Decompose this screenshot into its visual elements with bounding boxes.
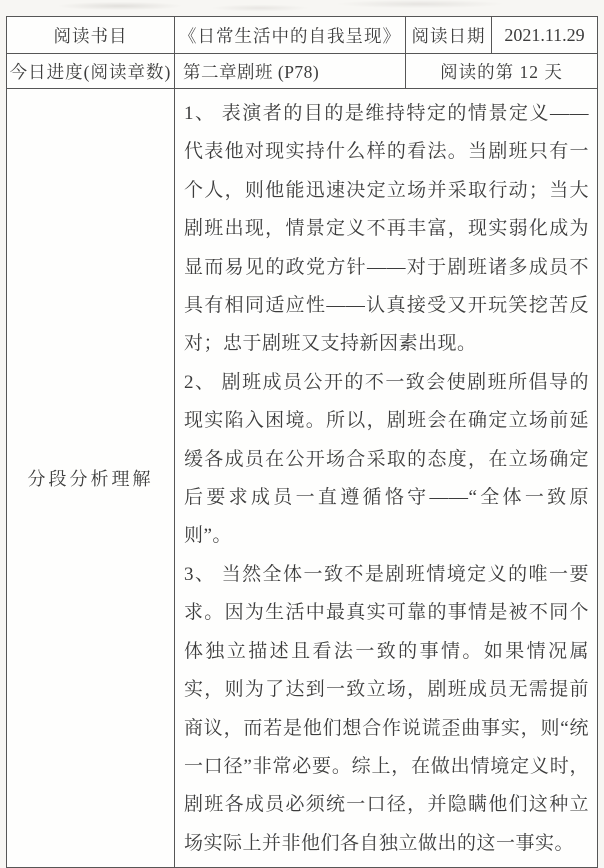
scan-smudge-artifacts — [0, 0, 604, 16]
table-row — [7, 89, 598, 868]
progress-value-cell: 第二章剧班 (P78) — [175, 54, 406, 89]
analysis-content-cell — [175, 89, 598, 868]
analysis-paragraph-3: 3、 当然全体一致不是剧班情境定义的唯一要求。因为生活中最真实可靠的事情是被不同个体独立描述且看法一致的事情。如果情况属实，则为了达到一致立场，剧班成员无需提前商议，而若是他们想合作说谎歪曲事实，则“统一口径”非常必要。综上，在做出情境定义时，剧班各成员必须统一口径，并隐瞒他们这种立场实际上并非他们各自独立做出的这一事实。 — [184, 563, 589, 854]
analysis-label-cell: 分段分析理解 — [7, 89, 175, 868]
day-count-cell: 阅读的第 12 天 — [406, 54, 598, 89]
table-row — [7, 54, 598, 89]
date-label-cell: 阅读日期 — [406, 17, 492, 54]
date-value-cell: 2021.11.29 — [492, 17, 598, 54]
reading-log-table — [6, 16, 598, 868]
book-label-cell: 阅读书目 — [7, 17, 175, 54]
analysis-paragraph-1: 1、 表演者的目的是维持特定的情景定义——代表他对现实持什么样的看法。当剧班只有一个人，则他能迅速决定立场并采取行动；当大剧班出现，情景定义不再丰富，现实弱化成为显而易见的政党方针——对于剧班诸多成员不具有相同适应性——认真接受又开玩笑挖苦反对；忠于剧班又支持新因素出现。 — [184, 103, 589, 355]
table-row — [7, 17, 598, 54]
progress-label-cell: 今日进度(阅读章数) — [7, 54, 175, 89]
book-title-cell: 《日常生活中的自我呈现》 — [175, 17, 406, 54]
analysis-paragraph-2: 2、 剧班成员公开的不一致会使剧班所倡导的现实陷入困境。所以，剧班会在确定立场前延缓各成员在公开场合采取的态度，在立场确定后要求成员一直遵循恪守——“全体一致原则”。 — [184, 371, 589, 547]
